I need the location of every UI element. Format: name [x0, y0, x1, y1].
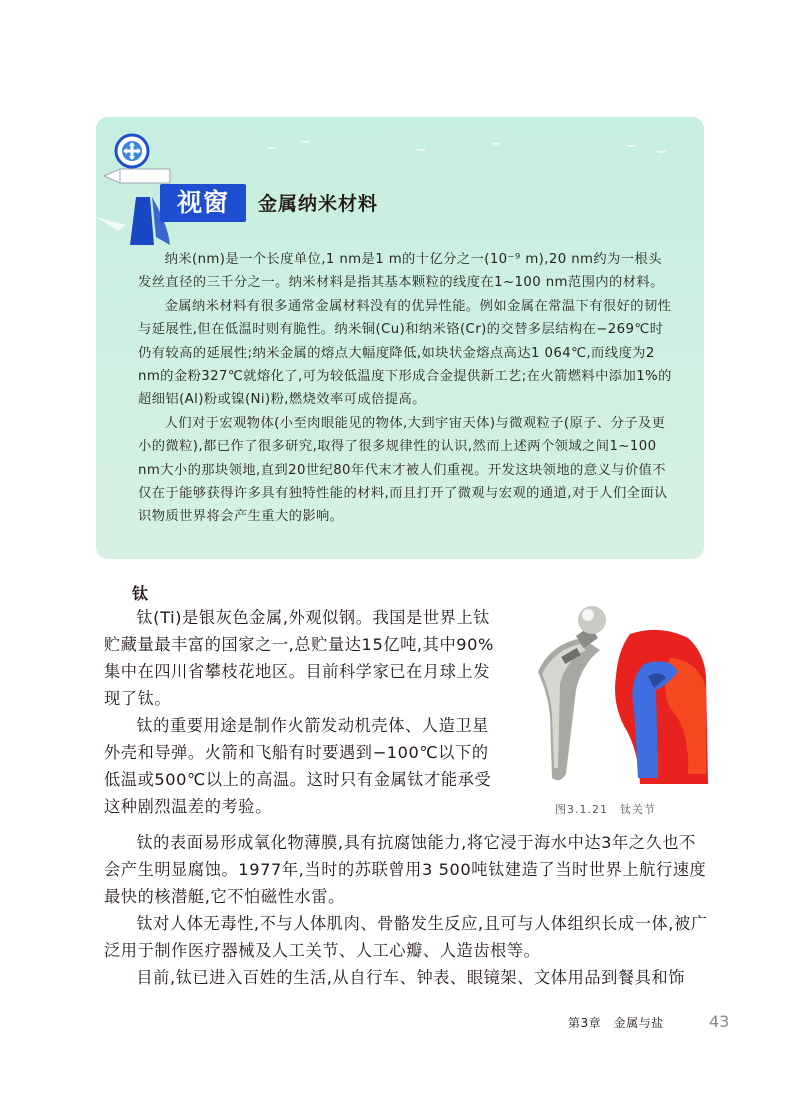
window-paragraph: 纳米(nm)是一个长度单位,1 nm是1 m的十亿分之一(10⁻⁹ m),20 nm约为一根头发丝直径的三千分之一。纳米材料是指其基本颗粒的线度在1~100 nm范围内的材料。 [138, 252, 664, 291]
figure-caption: 图3.1.21 钛关节 [555, 803, 656, 816]
body-paragraph: 钛对人体无毒性,不与人体肌肉、骨骼发生反应,且可与人体组织长成一体,被广泛用于制作医疗器械及人工关节、人工心瓣、人造齿根等。 [104, 914, 708, 960]
titanium-hip-joint-image [520, 598, 710, 788]
window-paragraph: 金属纳米材料有很多通常金属材料没有的优异性能。例如金属在常温下有很好的韧性与延展性,但在低温时则有脆性。纳米铜(Cu)和纳米铬(Cr)的交替多层结构在−269℃时仍有较高的延展性;纳米金属的熔点大幅度降低,如块状金熔点高达1 064℃,而线度为2 nm的金粉327℃就熔化了,可为较低温度下形成合金提供新工艺;在火箭燃料中添加1%的超细铝(Al)粉或镍(Ni)粉,燃烧效率可成倍提高。 [138, 298, 672, 408]
body-paragraph: 目前,钛已进入百姓的生活,从自行车、钟表、眼镜架、文体用品到餐具和饰 [136, 968, 686, 987]
window-box-title: 金属纳米材料 [258, 193, 379, 215]
window-box-text [138, 248, 674, 529]
section-text-narrow [104, 604, 504, 820]
body-paragraph: 钛的重要用途是制作火箭发动机壳体、人造卫星外壳和导弹。火箭和飞船有时要遇到−100℃以下的低温或500℃以上的高温。这时只有金属钛才能承受这种剧烈温差的考验。 [104, 716, 492, 816]
window-badge: 视窗 [160, 184, 246, 222]
window-paragraph: 人们对于宏观物体(小至肉眼能见的物体,大到宇宙天体)与微观粒子(原子、分子及更小的微粒),都已作了很多研究,取得了很多规律性的认识,然而上述两个领域之间1~100 nm大小的那块领地,直到20世纪80年代末才被人们重视。开发这块领地的意义与价值不仅在于能够获得许多具有独特性能的材料,而且打开了微观与宏观的通道,对于人们全面认识物质世界将会产生重大的影响。 [138, 415, 668, 525]
chapter-footer: 第3章 金属与盐 [568, 1016, 664, 1030]
section-heading: 钛 [132, 584, 149, 603]
section-text-full [104, 829, 710, 991]
body-paragraph: 钛的表面易形成氧化物薄膜,具有抗腐蚀能力,将它浸于海水中达3年之久也不会产生明显腐蚀。1977年,当时的苏联曾用3 500吨钛建造了当时世界上航行速度最快的核潜艇,它不怕磁性水雷。 [104, 833, 707, 906]
page-number: 43 [709, 1012, 730, 1031]
body-paragraph: 钛(Ti)是银灰色金属,外观似钢。我国是世界上钛贮藏量最丰富的国家之一,总贮量达15亿吨,其中90%集中在四川省攀枝花地区。目前科学家已在月球上发现了钛。 [104, 608, 495, 708]
